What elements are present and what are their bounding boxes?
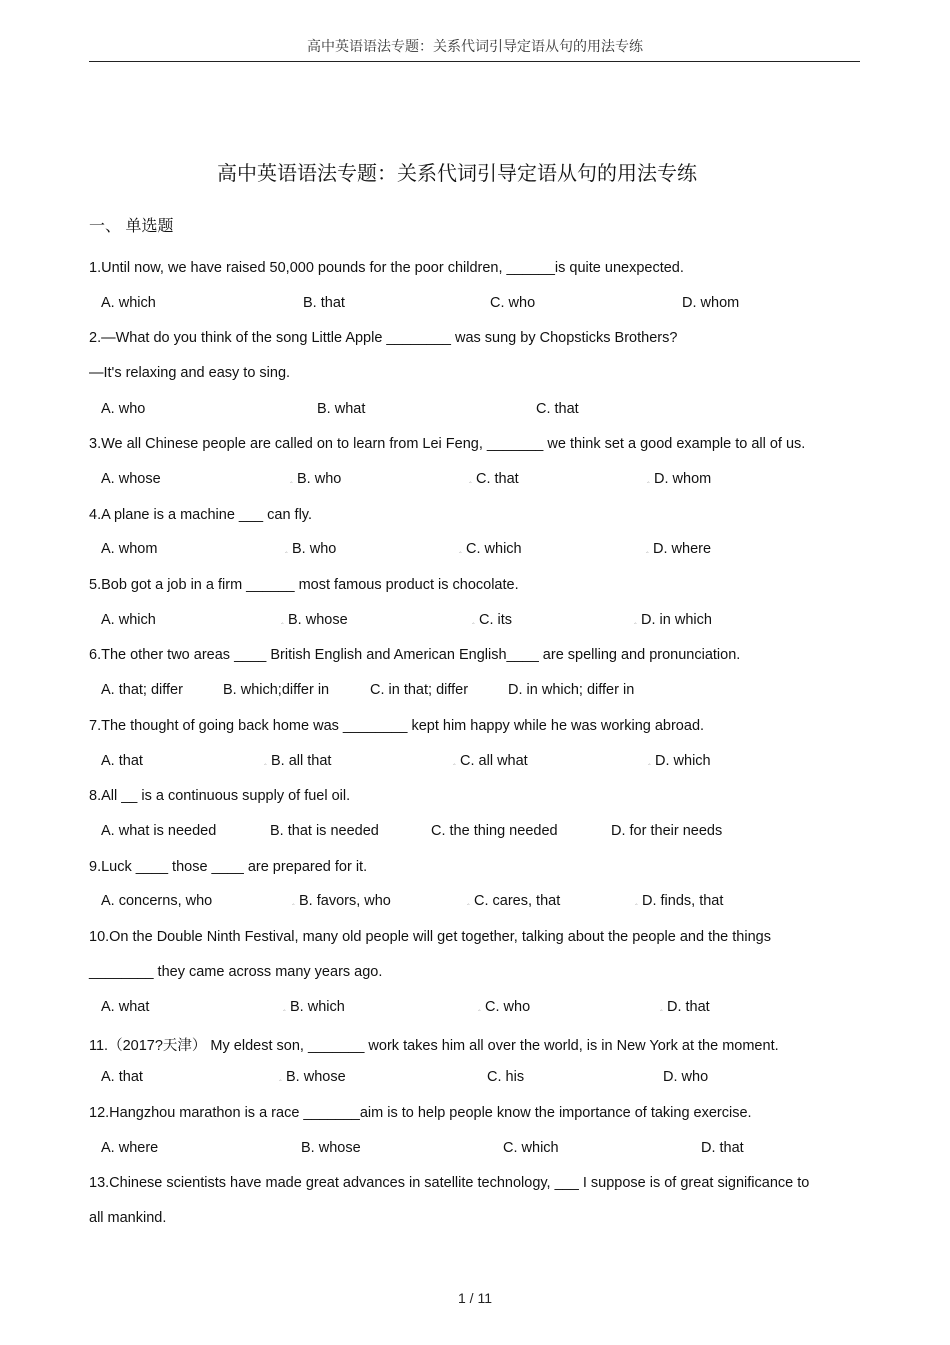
- question-6-option-c: C. in that; differ: [370, 682, 469, 698]
- question-12-option-d: D. that: [701, 1140, 744, 1156]
- question-11-option-a: A. that: [101, 1069, 143, 1085]
- caret-mark-icon: ‸: [283, 1002, 286, 1011]
- question-7-option-b: B. all that: [271, 753, 332, 769]
- question-2-option-c: C. that: [536, 401, 579, 417]
- caret-mark-icon: ‸: [279, 1072, 282, 1081]
- question-10-text: 10.On the Double Ninth Festival, many old people will get together, talking about the people and the things: [89, 929, 771, 945]
- caret-mark-icon: ‸: [469, 474, 472, 483]
- question-7-option-a: A. that: [101, 753, 143, 769]
- caret-mark-icon: ‸: [648, 756, 651, 765]
- question-9-option-a: A. concerns, who: [101, 893, 213, 909]
- caret-mark-icon: ‸: [285, 544, 288, 553]
- question-1-option-b: B. that: [303, 295, 345, 311]
- caret-mark-icon: ‸: [646, 544, 649, 553]
- question-5-option-a: A. which: [101, 612, 156, 628]
- question-2-text: 2.—What do you think of the song Little Apple ________ was sung by Chopsticks Brothers?: [89, 330, 678, 346]
- question-9-option-d: D. finds, that: [642, 893, 724, 909]
- question-7-text: 7.The thought of going back home was ________ kept him happy while he was working abroad.: [89, 718, 705, 734]
- caret-mark-icon: ‸: [281, 615, 284, 624]
- caret-mark-icon: ‸: [467, 896, 470, 905]
- question-8-option-b: B. that is needed: [270, 823, 379, 839]
- question-9-option-b: B. favors, who: [299, 893, 391, 909]
- caret-mark-icon: ‸: [635, 896, 638, 905]
- question-13-text: 13.Chinese scientists have made great advances in satellite technology, ___ I suppose is of great significance to: [89, 1175, 810, 1191]
- question-10-option-c: C. who: [485, 999, 531, 1015]
- caret-mark-icon: ‸: [459, 544, 462, 553]
- question-10-text: ________ they came across many years ago.: [89, 964, 383, 980]
- question-8-text: 8.All __ is a continuous supply of fuel oil.: [89, 788, 351, 804]
- question-1-text: 1.Until now, we have raised 50,000 pounds for the poor children, ______is quite unexpected.: [89, 260, 684, 276]
- question-3-text: 3.We all Chinese people are called on to learn from Lei Feng, _______ we think set a good example to all of us.: [89, 436, 806, 452]
- question-1-option-d: D. whom: [682, 295, 740, 311]
- question-1-option-c: C. who: [490, 295, 536, 311]
- question-5-option-b: B. whose: [288, 612, 348, 628]
- caret-mark-icon: ‸: [634, 615, 637, 624]
- question-4-option-c: C. which: [466, 541, 522, 557]
- question-5-option-c: C. its: [479, 612, 513, 628]
- question-12-option-b: B. whose: [301, 1140, 361, 1156]
- question-11-text: 11.（2017?天津） My eldest son, _______ work takes him all over the world, is in New York at the moment.: [89, 1038, 779, 1054]
- question-6-option-b: B. which;differ in: [223, 682, 330, 698]
- question-10-option-d: D. that: [667, 999, 710, 1015]
- question-12-option-c: C. which: [503, 1140, 559, 1156]
- caret-mark-icon: ‸: [472, 615, 475, 624]
- question-11-option-d: D. who: [663, 1069, 709, 1085]
- running-header: 高中英语语法专题：关系代词引导定语从句的用法专练: [307, 38, 643, 54]
- question-8-option-d: D. for their needs: [611, 823, 723, 839]
- question-1-option-a: A. which: [101, 295, 156, 311]
- question-13-text: all mankind.: [89, 1210, 167, 1226]
- question-9-text: 9.Luck ____ those ____ are prepared for it.: [89, 859, 368, 875]
- question-6-text: 6.The other two areas ____ British English and American English____ are spelling and pronunciation.: [89, 647, 741, 663]
- section-heading: 一、 单选题: [89, 218, 174, 235]
- header-divider: [89, 61, 860, 62]
- question-7-option-d: D. which: [655, 753, 711, 769]
- question-12-text: 12.Hangzhou marathon is a race _______aim is to help people know the importance of taking exercise.: [89, 1105, 752, 1121]
- question-11-option-c: C. his: [487, 1069, 525, 1085]
- question-6-option-d: D. in which; differ in: [508, 682, 635, 698]
- question-3-option-c: C. that: [476, 471, 519, 487]
- question-4-option-d: D. where: [653, 541, 712, 557]
- question-11-option-b: B. whose: [286, 1069, 346, 1085]
- question-9-option-c: C. cares, that: [474, 893, 561, 909]
- question-4-text: 4.A plane is a machine ___ can fly.: [89, 507, 313, 523]
- question-2-text: —It's relaxing and easy to sing.: [89, 365, 291, 381]
- caret-mark-icon: ‸: [660, 1002, 663, 1011]
- question-7-option-c: C. all what: [460, 753, 528, 769]
- caret-mark-icon: ‸: [264, 756, 267, 765]
- question-4-option-a: A. whom: [101, 541, 158, 557]
- caret-mark-icon: ‸: [478, 1002, 481, 1011]
- question-6-option-a: A. that; differ: [101, 682, 183, 698]
- caret-mark-icon: ‸: [453, 756, 456, 765]
- page-title: 高中英语语法专题：关系代词引导定语从句的用法专练: [217, 163, 697, 185]
- question-3-option-d: D. whom: [654, 471, 712, 487]
- question-8-option-a: A. what is needed: [101, 823, 217, 839]
- caret-mark-icon: ‸: [647, 474, 650, 483]
- question-4-option-b: B. who: [292, 541, 337, 557]
- question-3-option-b: B. who: [297, 471, 342, 487]
- caret-mark-icon: ‸: [290, 474, 293, 483]
- question-12-option-a: A. where: [101, 1140, 159, 1156]
- question-5-text: 5.Bob got a job in a firm ______ most famous product is chocolate.: [89, 577, 519, 593]
- question-3-option-a: A. whose: [101, 471, 161, 487]
- caret-mark-icon: ‸: [292, 896, 295, 905]
- page-number: 1 / 11: [458, 1290, 492, 1306]
- question-2-option-b: B. what: [317, 401, 366, 417]
- question-10-option-a: A. what: [101, 999, 150, 1015]
- question-5-option-d: D. in which: [641, 612, 712, 628]
- question-2-option-a: A. who: [101, 401, 146, 417]
- question-10-option-b: B. which: [290, 999, 345, 1015]
- question-8-option-c: C. the thing needed: [431, 823, 558, 839]
